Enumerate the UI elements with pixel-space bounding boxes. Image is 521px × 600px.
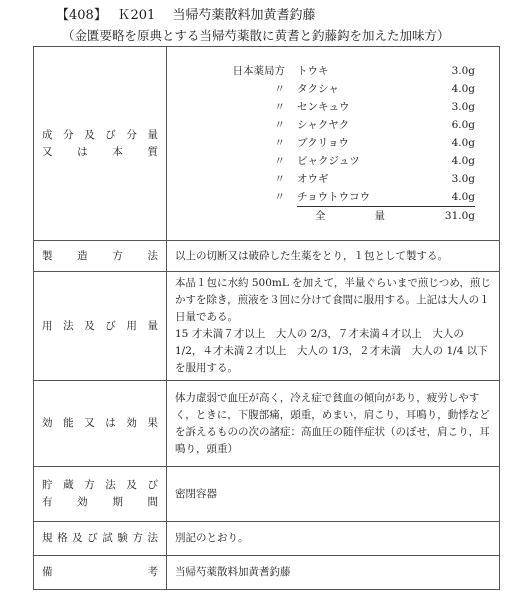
composition-list [211,62,475,225]
storage-label-line2 [42,494,158,511]
label-char: 及 [126,479,137,491]
composition-label-line2 [42,144,158,161]
label-char: 又 [84,417,95,429]
composition-label-line1 [42,127,158,144]
label-char: 能 [63,417,74,429]
total-label-char: 全 [315,210,326,222]
label-char: 及 [72,532,83,544]
label-char: 分 [63,128,74,141]
specs-label-cell [34,522,167,556]
composition-item [211,170,475,188]
composition-item-source: 〃 [274,191,285,204]
dosage-label-cell [34,272,167,381]
page-subtitle: （金匱要略を原典とする当帰芍薬散に黄耆と釣藤鈎を加えた加味方） [62,28,450,43]
composition-row [34,47,500,241]
composition-item [211,152,475,170]
label-char: 験 [117,532,128,544]
total-label-char: 量 [374,210,385,222]
label-char: 効 [126,417,137,429]
formula-name: 当帰芍薬散料加黄耆釣藤 [172,8,316,23]
remarks-label-cell [34,556,167,590]
composition-item-name: センキュウ [297,101,350,113]
manufacturing-label-cell [34,241,167,272]
composition-item-amount: 3.0g [451,101,475,113]
dosage-row [34,272,500,381]
composition-item-name: ブクリョウ [297,137,349,149]
label-char: 方 [112,249,123,262]
specs-label [42,530,158,547]
label-char: 試 [102,532,113,544]
label-char: び [105,319,116,332]
composition-total-spacer [211,207,297,226]
efficacy-label-cell [34,381,167,467]
storage-text: 密閉容器 [167,467,500,522]
composition-item-amount: 4.0g [451,155,475,167]
manufacturing-label [42,248,158,265]
label-char: 分 [126,128,137,141]
label-char: 用 [42,319,53,332]
storage-row [34,467,500,522]
label-char: 法 [147,249,158,262]
composition-item [211,62,475,80]
label-char: 方 [84,479,95,491]
composition-item-source: 〃 [274,155,285,167]
composition-item-source: 〃 [274,119,285,131]
label-char: 方 [132,532,143,544]
label-char: 用 [126,319,137,332]
remarks-row [34,556,500,590]
composition-item-source: 〃 [274,137,285,149]
manufacturing-row [34,241,500,272]
composition-item-name: チョウトウコウ [297,188,415,207]
efficacy-label [42,415,158,432]
label-char: 貯 [42,479,53,491]
total-label-text [297,207,385,225]
label-char: 効 [77,496,88,508]
label-char: 蔵 [63,479,74,491]
composition-item-amount: 4.0g [451,137,475,149]
label-char: 造 [77,249,88,262]
monograph-code: Ｋ201 [117,8,156,23]
efficacy-row [34,381,500,467]
label-char: 本 [112,145,123,158]
label-char: び [105,128,116,141]
label-char: 果 [147,417,158,429]
label-char: 格 [57,532,68,544]
efficacy-text: 体力虚弱で血圧が高く，冷え症で貧血の傾向があり，疲労しやすく，ときに，下腹部痛，頭重，めまい，肩こり，耳鳴り，動悸などを訴えるものの次の諸症：高血圧の随伴症状（のぼせ，肩こり，耳鳴り，頭重） [167,381,500,467]
remarks-text: 当帰芍薬散料加黄耆釣藤 [167,556,500,590]
composition-item-amount: 6.0g [451,119,475,131]
composition-item [211,80,475,98]
composition-item [211,116,475,134]
dosage-cell [167,272,500,381]
specs-row [34,522,500,556]
label-char: 量 [147,128,158,141]
composition-label-cell [34,47,167,241]
specs-text: 別記のとおり。 [167,522,500,556]
label-char: 考 [147,566,158,578]
manufacturing-text: 以上の切断又は破砕した生薬をとり，１包として製する。 [167,241,500,272]
label-char: 法 [63,319,74,332]
label-char: 規 [42,532,53,544]
label-char: 法 [147,532,158,544]
label-char: び [147,479,158,491]
composition-total-amount: 31.0g [444,210,475,222]
label-char: 法 [105,479,116,491]
composition-item-source: 〃 [274,83,285,95]
composition-item [211,98,475,116]
composition-item-source: 〃 [274,173,285,185]
storage-label-line1 [42,477,158,494]
composition-total-label [297,207,415,226]
label-char: 量 [147,319,158,332]
composition-item-name: オウギ [297,173,329,185]
label-char: 質 [147,145,158,158]
monograph-number: 【408】 [56,8,101,23]
composition-item-name: シャクヤク [297,119,350,131]
composition-item [211,134,475,152]
composition-item-name: トウキ [297,65,329,77]
composition-item-amount: 3.0g [451,173,475,185]
composition-item-name: ビャクジュツ [297,155,360,167]
dosage-text-2: 15 才未満７才以上 大人の 2/3，７才未満４才以上 大人の 1/2，４才未満２才以上 大人の 1/3，２才未満 大人の 1/4 以下を服用する。 [175,328,488,374]
label-char: 有 [42,496,53,508]
composition-total [211,207,475,226]
label-char: は [105,417,116,429]
label-char: 及 [84,319,95,332]
label-char: 製 [42,249,53,262]
label-char: 期 [112,496,123,508]
storage-label-cell [34,467,167,522]
label-char: 効 [42,417,53,429]
label-char: び [87,532,98,544]
label-char: は [77,145,88,158]
label-char: 間 [147,496,158,508]
page-title [56,4,315,23]
composition-item-amount: 4.0g [415,188,475,207]
dosage-label [42,318,158,335]
label-char: 備 [42,566,53,578]
dosage-text-1: 本品１包に水約 500mL を加えて，半量ぐらいまで煎じつめ，煎じかすを除き，煎液を３回に分けて食間に服用する。上記は大人の１日量である。 [175,277,492,323]
label-char: 及 [84,128,95,141]
remarks-label [42,564,158,581]
composition-item-source: 〃 [274,101,285,113]
composition-item-source: 日本薬局方 [232,65,285,77]
composition-item [211,188,475,207]
label-char: 成 [42,128,53,141]
label-char: 又 [42,145,53,158]
monograph-table [33,46,500,590]
composition-item-amount: 3.0g [451,65,475,77]
composition-cell [167,47,500,241]
composition-item-amount: 4.0g [451,83,475,95]
composition-item-name: タクシャ [297,83,339,95]
